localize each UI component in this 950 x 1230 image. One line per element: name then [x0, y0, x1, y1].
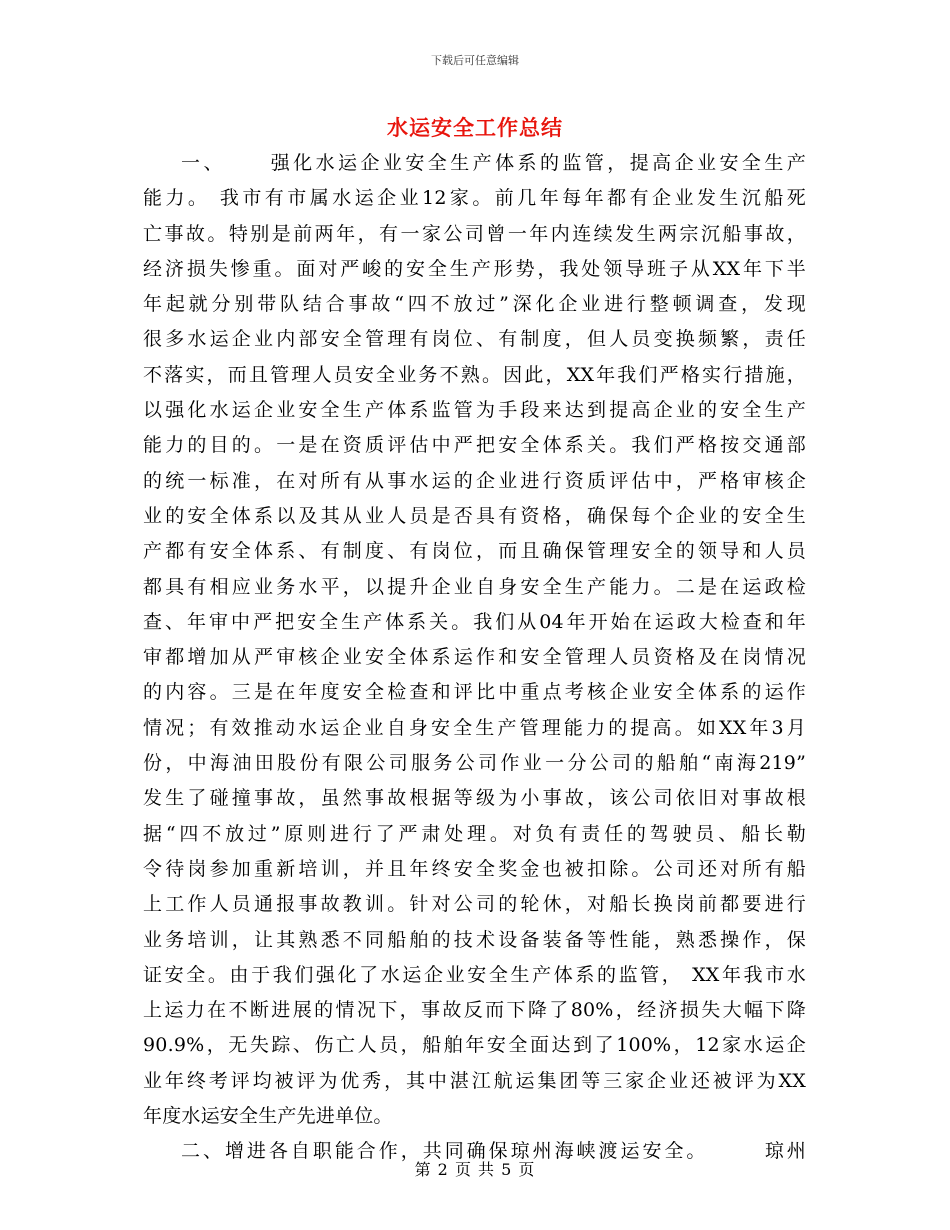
- page-number-footer: 第 2 页 共 5 页: [414, 1160, 536, 1179]
- body-line: 二、增进各自职能合作，共同确保琼州海峡渡运安全。 琼州: [181, 1140, 806, 1163]
- body-line: 亡事故。特别是前两年，有一家公司曾一年内连续发生两宗沉船事故，: [143, 222, 806, 245]
- document-body: [143, 146, 806, 1170]
- body-line: 以强化水运企业安全生产体系监管为手段来达到提高企业的安全生产: [143, 399, 806, 422]
- body-line: 的内容。三是在年度安全检查和评比中重点考核企业安全体系的运作: [143, 681, 806, 704]
- body-line: 年起就分别带队结合事故“四不放过”深化企业进行整顿调查，发现: [143, 293, 806, 316]
- body-line: 审都增加从严审核企业安全体系运作和安全管理人员资格及在岗情况: [143, 646, 806, 669]
- body-line: 上工作人员通报事故教训。针对公司的轮休，对船长换岗前都要进行: [143, 893, 806, 916]
- body-line: 业务培训，让其熟悉不同船舶的技术设备装备等性能，熟悉操作，保: [143, 928, 806, 951]
- body-line: 都具有相应业务水平，以提升企业自身安全生产能力。二是在运政检: [143, 575, 806, 598]
- body-line: 一、 强化水运企业安全生产体系的监管，提高企业安全生产: [181, 152, 806, 174]
- body-line: 90.9%，无失踪、伤亡人员，船舶年安全面达到了100%，12家水运企: [143, 1034, 806, 1057]
- body-line: 令待岗参加重新培训，并且年终安全奖金也被扣除。公司还对所有船: [143, 857, 806, 880]
- body-line: 能力的目的。一是在资质评估中严把安全体系关。我们严格按交通部: [143, 434, 806, 457]
- body-line: 不落实，而且管理人员安全业务不熟。因此，XX年我们严格实行措施，: [143, 363, 806, 386]
- body-line: 业的安全体系以及其从业人员是否具有资格，确保每个企业的安全生: [143, 504, 806, 527]
- body-line: 发生了碰撞事故，虽然事故根据等级为小事故，该公司依旧对事故根: [143, 787, 806, 810]
- body-line: 很多水运企业内部安全管理有岗位、有制度，但人员变换频繁，责任: [143, 328, 806, 351]
- body-line: 业年终考评均被评为优秀，其中湛江航运集团等三家企业还被评为XX: [143, 1069, 806, 1092]
- body-line: 证安全。由于我们强化了水运企业安全生产体系的监管， XX年我市水: [143, 963, 806, 986]
- body-line: 上运力在不断进展的情况下，事故反而下降了80%，经济损失大幅下降: [143, 999, 806, 1022]
- header-note: 下载后可任意编辑: [431, 54, 519, 67]
- body-line: 查、年审中严把安全生产体系关。我们从04年开始在运政大检查和年: [143, 610, 806, 633]
- body-line: 的统一标准，在对所有从事水运的企业进行资质评估中，严格审核企: [143, 469, 806, 492]
- body-line: 能力。 我市有市属水运企业12家。前几年每年都有企业发生沉船死: [143, 187, 806, 210]
- body-line: 年度水运安全生产先进单位。: [143, 1105, 393, 1128]
- body-line: 经济损失惨重。面对严峻的安全生产形势，我处领导班子从XX年下半: [143, 257, 806, 280]
- body-line: 产都有安全体系、有制度、有岗位，而且确保管理安全的领导和人员: [143, 540, 806, 563]
- body-line: 据“四不放过”原则进行了严肃处理。对负有责任的驾驶员、船长勒: [143, 822, 806, 845]
- document-title: 水运安全工作总结: [387, 115, 563, 140]
- body-line: 份，中海油田股份有限公司服务公司作业一分公司的船舶“南海219”: [143, 752, 806, 775]
- body-line: 情况；有效推动水运企业自身安全生产管理能力的提高。如XX年3月: [143, 716, 806, 739]
